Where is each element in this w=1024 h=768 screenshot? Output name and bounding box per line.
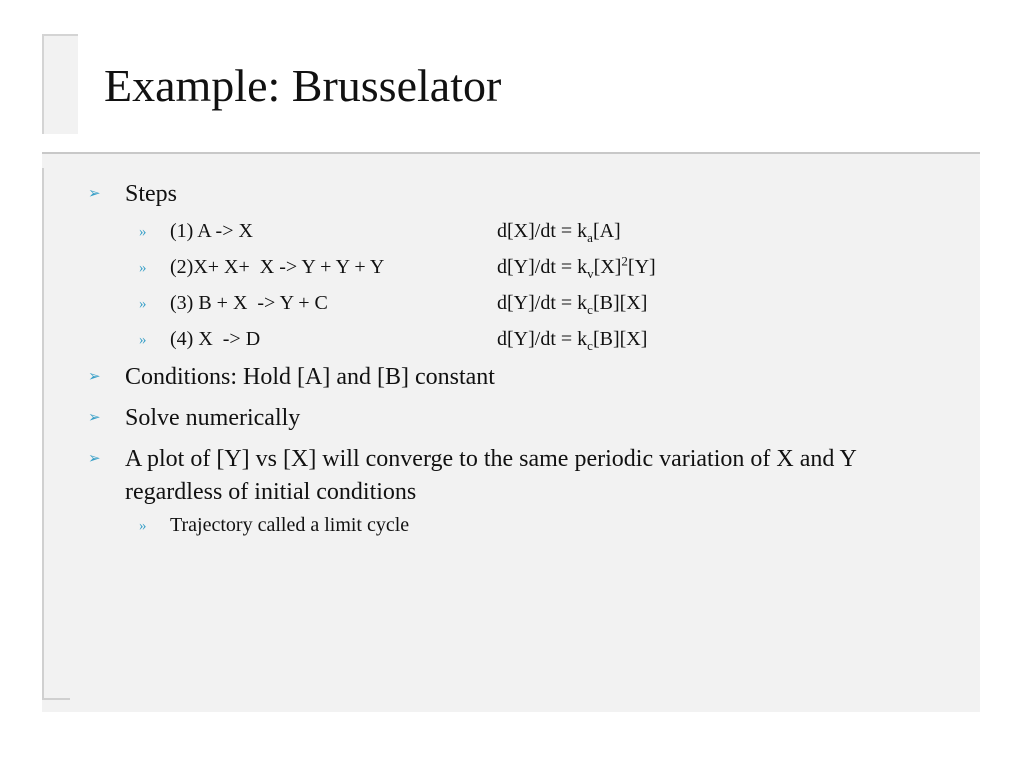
bullet-text: Conditions: Hold [A] and [B] constant	[125, 364, 495, 390]
panel-edge-decoration	[42, 168, 70, 700]
sub-bullet-text: Trajectory called a limit cycle	[170, 514, 410, 536]
bullet-text: A plot of [Y] vs [X] will converge to the same periodic variation of X and Y regardless of initial conditions	[125, 446, 856, 505]
arrow-bullet-icon: ➢	[88, 451, 101, 467]
double-chevron-icon: »	[139, 260, 147, 276]
double-chevron-icon: »	[139, 296, 147, 312]
double-chevron-icon: »	[139, 224, 147, 240]
bullet-text: Steps	[125, 181, 178, 207]
title-accent-bar	[42, 34, 78, 134]
bullet-text: Solve numerically	[125, 405, 301, 431]
step-item	[125, 289, 948, 317]
sub-bullet	[125, 511, 948, 539]
step-reaction: (2)X+ X+ X -> Y + Y + Y	[170, 256, 385, 278]
step-reaction: (1) A -> X	[170, 220, 253, 242]
steps-sublist	[125, 217, 948, 353]
bullet-steps	[88, 178, 948, 353]
arrow-bullet-icon: ➢	[88, 369, 101, 385]
step-item	[125, 253, 948, 281]
double-chevron-icon: »	[139, 518, 147, 534]
double-chevron-icon: »	[139, 332, 147, 348]
step-rate-law: $d[Y]/dt = k_c[B][X]$	[497, 328, 648, 353]
arrow-bullet-icon: ➢	[88, 410, 101, 426]
arrow-bullet-icon: ➢	[88, 186, 101, 202]
step-reaction: (4) X -> D	[170, 328, 261, 350]
bullet-solve	[88, 402, 948, 435]
bullet-list	[88, 178, 948, 547]
step-item	[125, 325, 948, 353]
step-item	[125, 217, 948, 245]
slide-title: Example: Brusselator	[104, 60, 502, 111]
step-rate-law: $d[Y]/dt = k_c[B][X]$	[497, 292, 648, 317]
bullet-conditions	[88, 361, 948, 394]
step-rate-law: $d[X]/dt = k_a[A]$	[497, 220, 621, 245]
step-rate-law: $d[Y]/dt = k_v[X]^2[Y]$	[497, 253, 656, 281]
bullet-plot	[88, 443, 948, 539]
plot-sublist	[125, 511, 948, 539]
step-reaction: (3) B + X -> Y + C	[170, 292, 328, 314]
